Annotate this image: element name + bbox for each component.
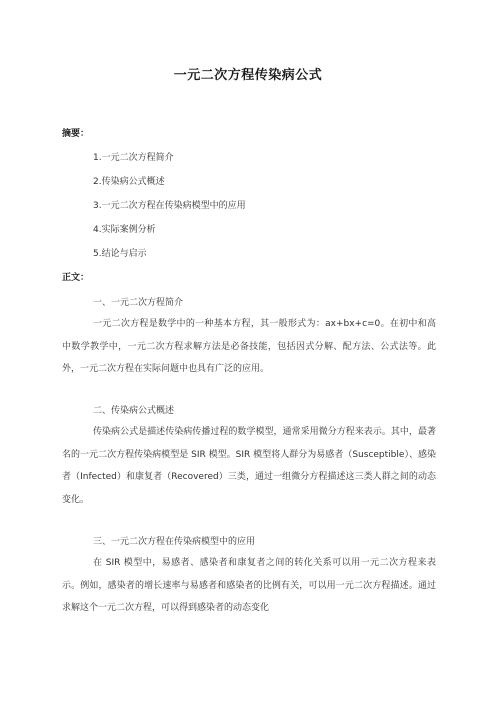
section-paragraph-2: 传染病公式是描述传染病传播过程的数学模型，通常采用微分方程来表示。其中，最著名的一元二次方程传染病模型是 SIR 模型。SIR 模型将人群分为易感者（Susceptible）、感染者（Infected）和康复者（Recovered）三类，通过一组微分方程描述这三类人群之间的动态变化。 <box>62 427 436 505</box>
toc-item-5: 5.结论与启示 <box>93 249 147 259</box>
toc-item-2: 2.传染病公式概述 <box>93 177 165 187</box>
toc-item-3: 3.一元二次方程在传染病模型中的应用 <box>93 201 246 211</box>
toc-item-1: 1.一元二次方程简介 <box>93 153 174 163</box>
section-heading-1: 一、一元二次方程简介 <box>93 298 184 308</box>
section-paragraph-1: 一元二次方程是数学中的一种基本方程，其一般形式为：ax+bx+c=0。在初中和高中数学教学中，一元二次方程求解方法是必备技能，包括因式分解、配方法、公式法等。此外，一元二次方程在实际问题中也具有广泛的应用。 <box>62 319 436 374</box>
abstract-heading: 摘要： <box>62 129 90 139</box>
body-heading: 正文： <box>62 273 90 283</box>
section-heading-2: 二、传染病公式概述 <box>93 406 175 416</box>
document-title: 一元二次方程传染病公式 <box>173 68 323 83</box>
section-heading-3: 三、一元二次方程在传染病模型中的应用 <box>93 537 256 547</box>
section-paragraph-3: 在 SIR 模型中，易感者、感染者和康复者之间的转化关系可以用一元二次方程来表示。例如，感染者的增长速率与易感者和感染者的比例有关，可以用一元二次方程描述。通过求解这个一元二次方程，可以得到感染者的动态变化 <box>62 558 436 613</box>
toc-item-4: 4.实际案例分析 <box>93 225 156 235</box>
